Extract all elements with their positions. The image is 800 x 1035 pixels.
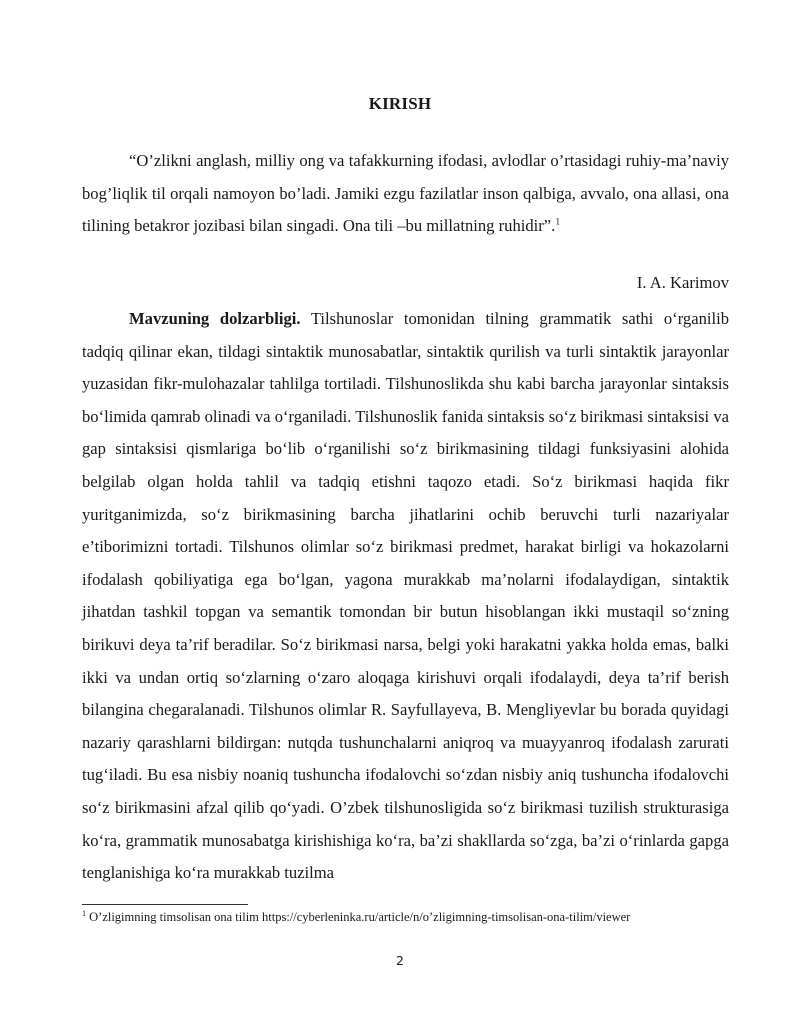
section-lead: Mavzuning dolzarbligi. — [129, 309, 301, 328]
section-paragraph — [82, 303, 729, 890]
page-title: KIRISH — [368, 94, 432, 113]
epigraph-paragraph — [82, 145, 729, 243]
epigraph — [82, 145, 729, 243]
epigraph-text: “O’zlikni anglash, milliy ong va tafakkurning ifodasi, avlodlar o’rtasidagi ruhiy-ma’naviy bog’liqlik til orqali namoyon bo’ladi. Jamiki ezgu fazilatlar inson qalbiga, avvalo, ona allasi, ona tilining betakror jozibasi bilan singadi. Ona tili –bu millatning ruhidir”. — [82, 151, 729, 236]
section-text: Tilshunoslar tomonidan tilning grammatik sathi o‘rganilib tadqiq qilinar ekan, tildagi sintaktik munosabatlar, sintaktik qurilish va turli sintaktik jarayonlar yuzasidan fikr-mulohazalar tahlilga tortiladi. Tilshunoslikda shu kabi barcha jarayonlar sintaksis bo‘limida qamrab olinadi va o‘rganiladi. Tilshunoslik fanida sintaksis so‘z birikmasi sintaksisi va gap sintaksisi qismlariga bo‘lib o‘rganilishi so‘z birikmasining tildagi funksiyasini alohida belgilab olgan holda tahlil va tadqiq etishni taqozo etadi. So‘z birikmasi haqida fikr yuritganimizda, so‘z birikmasining barcha jihatlarini ochib beruvchi turli nazariyalar e’tiborimizni tortadi. Tilshunos olimlar so‘z birikmasi predmet, harakat birligi va hokazolarni ifodalash qobiliyatiga ega bo‘lgan, yagona murakkab ma’nolarni ifodalaydigan, sintaktik jihatdan tashkil topgan va semantik tomondan bir butun hisoblangan ikki mustaqil so‘zning birikuvi deya ta’rif beradilar. So‘z birikmasi narsa, belgi yoki harakatni yakka holda emas, balki ikki va undan ortiq so‘zlarning o‘zaro aloqaga kirishuvi orqali ifodalaydi, deya ta’rif berish bilangina chegaralanadi. Tilshunos olimlar R. Sayfullayeva, B. Mengliyevlar bu borada quyidagi nazariy qarashlarni bildirgan: nutqda tushunchalarni aniqroq va muayyanroq ifodalash zarurati tug‘iladi. Bu esa nisbiy noaniq tushuncha ifodalovchi so‘zdan nisbiy aniq tushuncha ifodalovchi so‘z birikmasini afzal qilib qo‘yadi. O’zbek tilshunosligida so‘z birikmasi tuzilish strukturasiga ko‘ra, grammatik munosabatga kirishishiga ko‘ra, ba’zi shakllarda so‘zga, ba’zi o‘rinlarda gapga tenglanishiga ko‘ra murakkab tuzilma — [82, 309, 730, 883]
page-number: 2 — [396, 953, 404, 968]
footnote-reference: 1 — [555, 217, 561, 228]
footnote-text: O’zligimning timsolisan ona tilim https://cyberleninka.ru/article/n/o’zligimning-timsolisan-ona-tilim/viewer — [86, 910, 631, 924]
main-text — [82, 303, 729, 890]
footnote — [82, 908, 702, 926]
epigraph-author: I. A. Karimov — [636, 273, 729, 292]
footnote-number: 1 — [82, 908, 86, 918]
footnote-divider — [82, 904, 248, 905]
